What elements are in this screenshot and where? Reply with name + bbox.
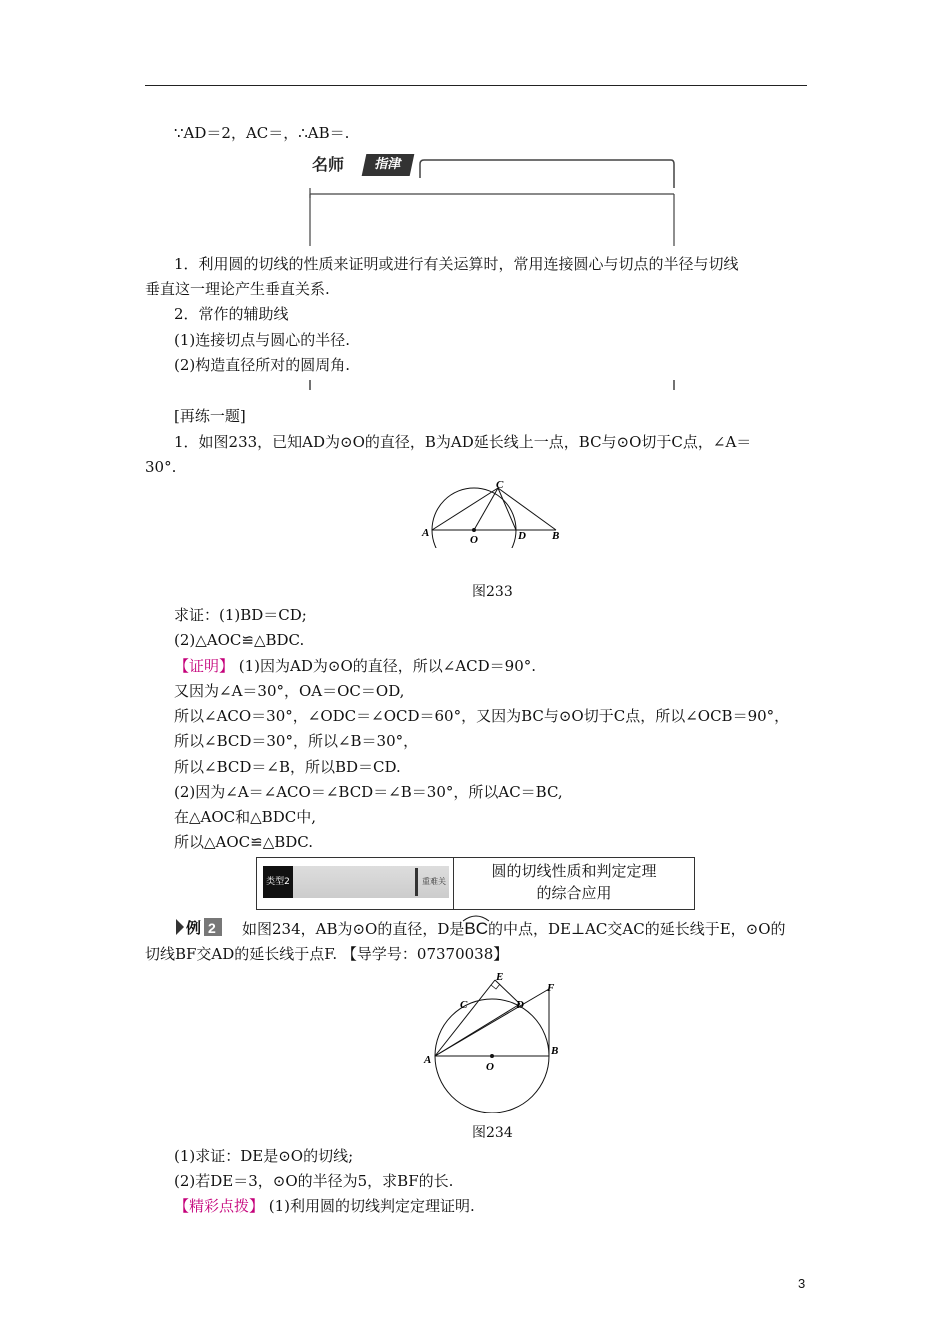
question-1-line-a: 1．如图233，已知AD为⊙O的直径，B为AD延长线上一点，BC与⊙O切于C点，∠A＝ [174, 433, 752, 451]
question-part-1: (1)求证：DE是⊙O的切线; [174, 1147, 354, 1165]
tip-p1a: 1．利用圆的切线的性质来证明或进行有关运算时，常用连接圆心与切点的半径与切线 [174, 255, 739, 273]
tip-p3: (1)连接切点与圆心的半径. [174, 331, 351, 349]
type-box-title-2: 的综合应用 [536, 884, 612, 902]
example-line-2: 切线BF交AD的延长线于点F. 【导学号：07370038】 [145, 945, 509, 963]
figure-234-caption: 图234 [472, 1125, 513, 1141]
fig233-label-b: B [552, 530, 560, 542]
type-box [256, 857, 695, 910]
header-rule [145, 85, 807, 86]
figure-234 [420, 968, 570, 1113]
tip-box-frame [308, 158, 675, 390]
tip-label [312, 153, 416, 177]
type-box-tag: 类型2 [263, 866, 293, 898]
arc-bc [464, 919, 488, 940]
proof-line-8: 所以△AOC≌△BDC. [174, 833, 314, 851]
type-box-title-1: 圆的切线性质和判定定理 [491, 862, 657, 880]
arc-mark-icon [462, 914, 490, 922]
hint-label: 【精彩点拨】 [174, 1197, 265, 1215]
example-badge-text: 例 [186, 919, 202, 937]
fig233-label-d: D [518, 530, 526, 542]
fig234-label-c: C [460, 999, 468, 1011]
prove-part-2: (2)△AOC≌△BDC. [174, 631, 305, 649]
fig234-label-f: F [547, 982, 555, 994]
hint-text: (1)利用圆的切线判定定理证明. [264, 1197, 475, 1215]
fig234-label-b: B [551, 1045, 559, 1057]
proof-line-1-text: (1)因为AD为⊙O的直径，所以∠ACD＝90°. [234, 657, 537, 675]
example-badge-graphic [176, 917, 224, 937]
tip-label-text: 名师 [312, 153, 364, 177]
example-line-1 [242, 919, 786, 940]
type-box-title [454, 860, 694, 904]
fig234-label-d: D [516, 999, 524, 1011]
tip-p1b: 垂直这一理论产生垂直关系. [145, 280, 330, 298]
type-box-label: 重难关 [422, 877, 446, 886]
example-line-1-pre: 如图234，AB为⊙O的直径，D是 [242, 920, 465, 938]
page-number: 3 [798, 1276, 806, 1291]
tip-tag: 指津 [362, 154, 415, 176]
proof-line-6: (2)因为∠A＝∠ACO＝∠BCD＝∠B＝30°，所以AC＝BC, [174, 783, 563, 801]
fig234-label-e: E [496, 971, 504, 983]
proof-line-3: 所以∠ACO＝30°，∠ODC＝∠OCD＝60°，又因为BC与⊙O切于C点，所以∠OCB＝90°， [174, 707, 790, 725]
example-badge-number: 2 [208, 920, 216, 936]
fig233-label-a: A [422, 527, 430, 539]
arc-bc-text: BC [464, 919, 489, 938]
question-part-2: (2)若DE＝3，⊙O的半径为5，求BF的长. [174, 1172, 454, 1190]
fig234-label-a: A [424, 1054, 432, 1066]
example-line-1-post: 的中点，DE⊥AC交AC的延长线于E，⊙O的 [488, 920, 786, 938]
fig233-label-c: C [496, 479, 504, 491]
fig234-label-o: O [486, 1061, 494, 1073]
practice-heading: [再练一题] [174, 407, 246, 425]
example-badge [176, 917, 224, 937]
figure-233-caption: 图233 [472, 584, 513, 600]
type-box-banner [263, 866, 449, 898]
figure-233 [418, 478, 568, 548]
proof-line-1 [174, 656, 536, 676]
tip-p4: (2)构造直径所对的圆周角. [174, 356, 351, 374]
intro-line: ∵AD＝2，AC＝，∴AB＝. [174, 124, 350, 142]
proof-line-4: 所以∠BCD＝30°，所以∠B＝30°， [174, 732, 419, 750]
proof-line-2: 又因为∠A＝30°，OA＝OC＝OD, [174, 682, 405, 700]
proof-line-7: 在△AOC和△BDC中, [174, 808, 316, 826]
tip-p2: 2．常作的辅助线 [174, 305, 289, 323]
hint-line [174, 1196, 475, 1216]
type-box-bar [415, 868, 418, 896]
prove-title: 求证：(1)BD＝CD; [174, 606, 307, 624]
proof-label: 【证明】 [174, 657, 235, 675]
proof-line-5: 所以∠BCD＝∠B，所以BD＝CD. [174, 758, 401, 776]
question-1-line-b: 30°. [145, 458, 177, 476]
fig233-label-o: O [470, 534, 478, 546]
